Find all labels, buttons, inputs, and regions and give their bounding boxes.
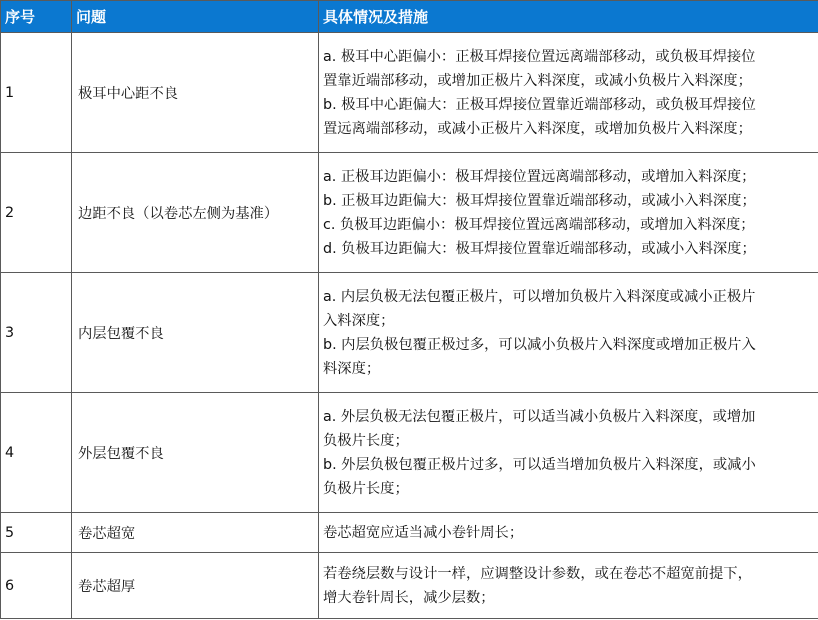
row-issue: 外层包覆不良 [72,393,319,513]
row-detail [319,153,818,273]
detail-line: 置远离端部移动，或减小正极片入料深度，或增加负极片入料深度； [323,120,752,137]
detail-line: 若卷绕层数与设计一样，应调整设计参数，或在卷芯不超宽前提下， [323,565,752,582]
row-detail [319,33,818,153]
detail-line: 入料深度； [323,312,395,329]
row-index: 5 [1,513,72,553]
table-row [1,513,818,553]
detail-line: 卷芯超宽应适当减小卷针周长； [323,524,524,541]
detail-line: b. 正极耳边距偏大：极耳焊接位置靠近端部移动，或减小入料深度； [323,192,756,209]
row-issue: 卷芯超厚 [72,553,319,619]
detail-line: c. 负极耳边距偏小：极耳焊接位置远离端部移动，或增加入料深度； [323,216,755,233]
table-row [1,273,818,393]
row-index: 1 [1,33,72,153]
row-issue: 卷芯超宽 [72,513,319,553]
detail-line: a. 外层负极无法包覆正极片，可以适当减小负极片入料深度，或增加 [323,408,756,425]
detail-line: b. 内层负极包覆正极过多，可以减小负极片入料深度或增加正极片入 [323,336,756,353]
detail-line: 负极片长度； [323,480,409,497]
detail-line: 置靠近端部移动，或增加正极片入料深度，或减小负极片入料深度； [323,72,752,89]
row-index: 4 [1,393,72,513]
detail-line: 料深度； [323,360,381,377]
detail-line: b. 极耳中心距偏大：正极耳焊接位置靠近端部移动，或负极耳焊接位 [323,96,756,113]
row-issue: 内层包覆不良 [72,273,319,393]
header-detail: 具体情况及措施 [319,1,818,33]
table-row [1,33,818,153]
detail-line: 增大卷针周长，减少层数； [323,589,495,606]
detail-line: a. 极耳中心距偏小：正极耳焊接位置远离端部移动，或负极耳焊接位 [323,48,756,65]
row-detail [319,553,818,619]
row-index: 3 [1,273,72,393]
detail-line: a. 内层负极无法包覆正极片，可以增加负极片入料深度或减小正极片 [323,288,756,305]
row-detail [319,513,818,553]
detail-line: b. 外层负极包覆正极片过多，可以适当增加负极片入料深度，或减小 [323,456,756,473]
header-row [1,1,818,33]
row-issue: 极耳中心距不良 [72,33,319,153]
row-detail [319,273,818,393]
table-row [1,153,818,273]
table-row [1,393,818,513]
detail-line: a. 正极耳边距偏小：极耳焊接位置远离端部移动，或增加入料深度； [323,168,756,185]
row-index: 2 [1,153,72,273]
row-detail [319,393,818,513]
detail-line: d. 负极耳边距偏大：极耳焊接位置靠近端部移动，或减小入料深度； [323,240,756,257]
row-index: 6 [1,553,72,619]
header-index: 序号 [1,1,72,33]
row-issue: 边距不良（以卷芯左侧为基准） [72,153,319,273]
header-issue: 问题 [72,1,319,33]
detail-line: 负极片长度； [323,432,409,449]
table-row [1,553,818,619]
